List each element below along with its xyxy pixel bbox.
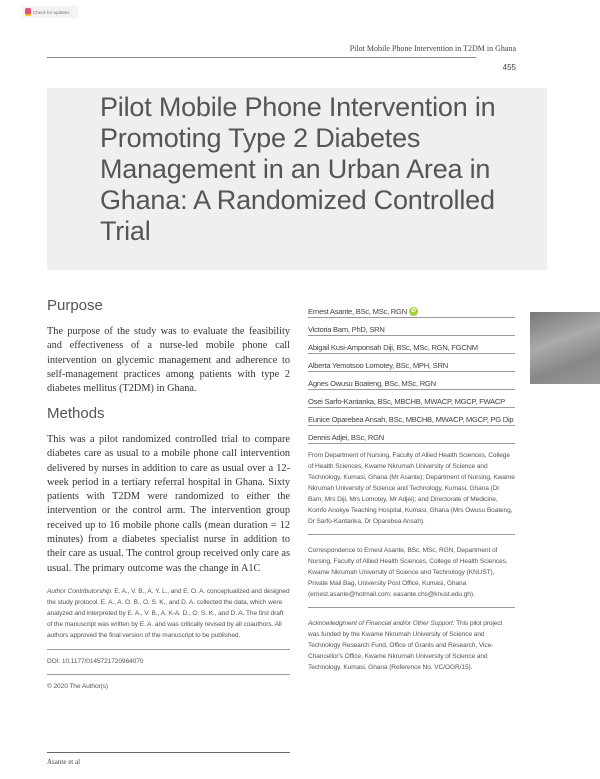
title-box [47,88,547,270]
purpose-heading: Purpose [47,297,103,314]
contributorship-label: Author Contributorship: [47,588,113,595]
left-footnotes [47,586,290,692]
author: Agnes Owusu Boateng, BSc, MSc, RGN [308,372,515,390]
contributorship-text: E. A., V. B., A. Y. L., and E. O. A. conceptualized and designed the study protocol. E. A., A. O. B., O. S. K., and D. A. collected the data, which were analyzed and interpreted by E. A., V. B., A. K-A. D., O. S. K., and D. A. The first draft of the manuscript was written by E. A. and was critically revised by all coauthors. All authors approved the final version of the manuscript to be published. [47,588,290,639]
author: Abigail Kusi-Amponsah Diji, BSc, MSc, RGN, FGCNM [308,336,515,354]
journal-cover-image [530,312,600,384]
bookmark-icon [25,8,31,16]
author [308,300,515,318]
acknowledgment [308,608,515,673]
check-for-updates-badge[interactable] [22,6,78,18]
running-head: Pilot Mobile Phone Intervention in T2DM in Ghana [349,44,516,53]
footer-rule [47,752,290,753]
footer-author: Asante et al [47,758,81,766]
author: Osei Sarfo-Kantanka, BSc, MBCHB, MWACP, MGCP, FWACP [308,390,515,408]
author-list [308,300,515,673]
author: Eunice Oparebea Ansah, BSc, MBCHB, MWACP, MGCP, PG Dip [308,408,515,426]
orcid-icon[interactable]: iD [409,307,418,316]
author: Victoria Bam, PhD, SRN [308,318,515,336]
affiliations: From Department of Nursing, Faculty of Allied Health Sciences, College of Health Sciences, Kwame Nkrumah University of Science and Technology, Kumasi, Ghana (Mr Asante); Department of Nursing, Kwame Nkrumah University of Science and Technology, Kumasi, Ghana (Dr Bam, Mrs Diji, Mrs Lomotey, Mr Adjei); and Directorate of Medicine, Komfo Anokye Teaching Hospital, Kumasi, Ghana (Mrs Owusu Boateng, Dr Sarfo-Kantanka, Dr Oparebea Ansah). [308,444,515,535]
copyright: © 2020 The Author(s) [47,683,109,690]
purpose-text: The purpose of the study was to evaluate the feasibility and effectiveness of a nurse-led mobile phone call intervention on glycemic management and adherence to self-management practices among patients with type 2 diabetes mellitus (T2DM) in Ghana. [47,326,290,395]
doi[interactable]: DOI: 10.1177/0145721720964070 [47,650,290,675]
author-contributorship [47,586,290,650]
badge-label: Check for updates [33,9,70,15]
methods-text: This was a pilot randomized controlled trial to compare diabetes care as usual to a mobile phone call intervention delivered by nurses in addition to care as usual over a 12-week period in a tertiary referral hospital in Ghana. Sixty patients with T2DM were randomized to either the intervention or the control arm. The intervention group received up to 16 mobile phone calls (mean duration = 12 minutes) from a diabetes specialist nurse in addition to their care as usual. The control group received only care as usual. The primary outcome was the change in A1C [47,434,290,574]
author: Alberta Yemotsoo Lomotey, BSc, MPH, SRN [308,354,515,372]
header-rule [47,57,476,58]
correspondence: Correspondence to Ernest Asante, BSc, MSc, RGN, Department of Nursing, Faculty of Allied Health Sciences, College of Health Sciences, Kwame Nkrumah University of Science and Technology (KNUST), Private Mail Bag, University Post Office, Kumasi, Ghana (ernest.asante@hotmail.com; easante.chs@knust.edu.gh). [308,535,515,608]
acknowledgment-text: This pilot project was funded by the Kwame Nkrumah University of Science and Technology Research Fund, Office of Grants and Research, Vice-Chancellor's Office, Kwame Nkrumah University of Science and Technology, Kumasi, Ghana (Reference No. VC/OGR/15). [308,620,503,671]
article-title: Pilot Mobile Phone Intervention in Promoting Type 2 Diabetes Management in an Urban Area in Ghana: A Randomized Controlled Trial [100,92,496,246]
page-number: 455 [502,63,516,72]
author: Dennis Adjei, BSc, RGN [308,426,515,444]
author-name: Ernest Asante, BSc, MSc, RGN [308,306,407,316]
acknowledgment-label: Acknowledgment of Financial and/or Other Support: [308,620,455,627]
methods-heading: Methods [47,405,105,422]
